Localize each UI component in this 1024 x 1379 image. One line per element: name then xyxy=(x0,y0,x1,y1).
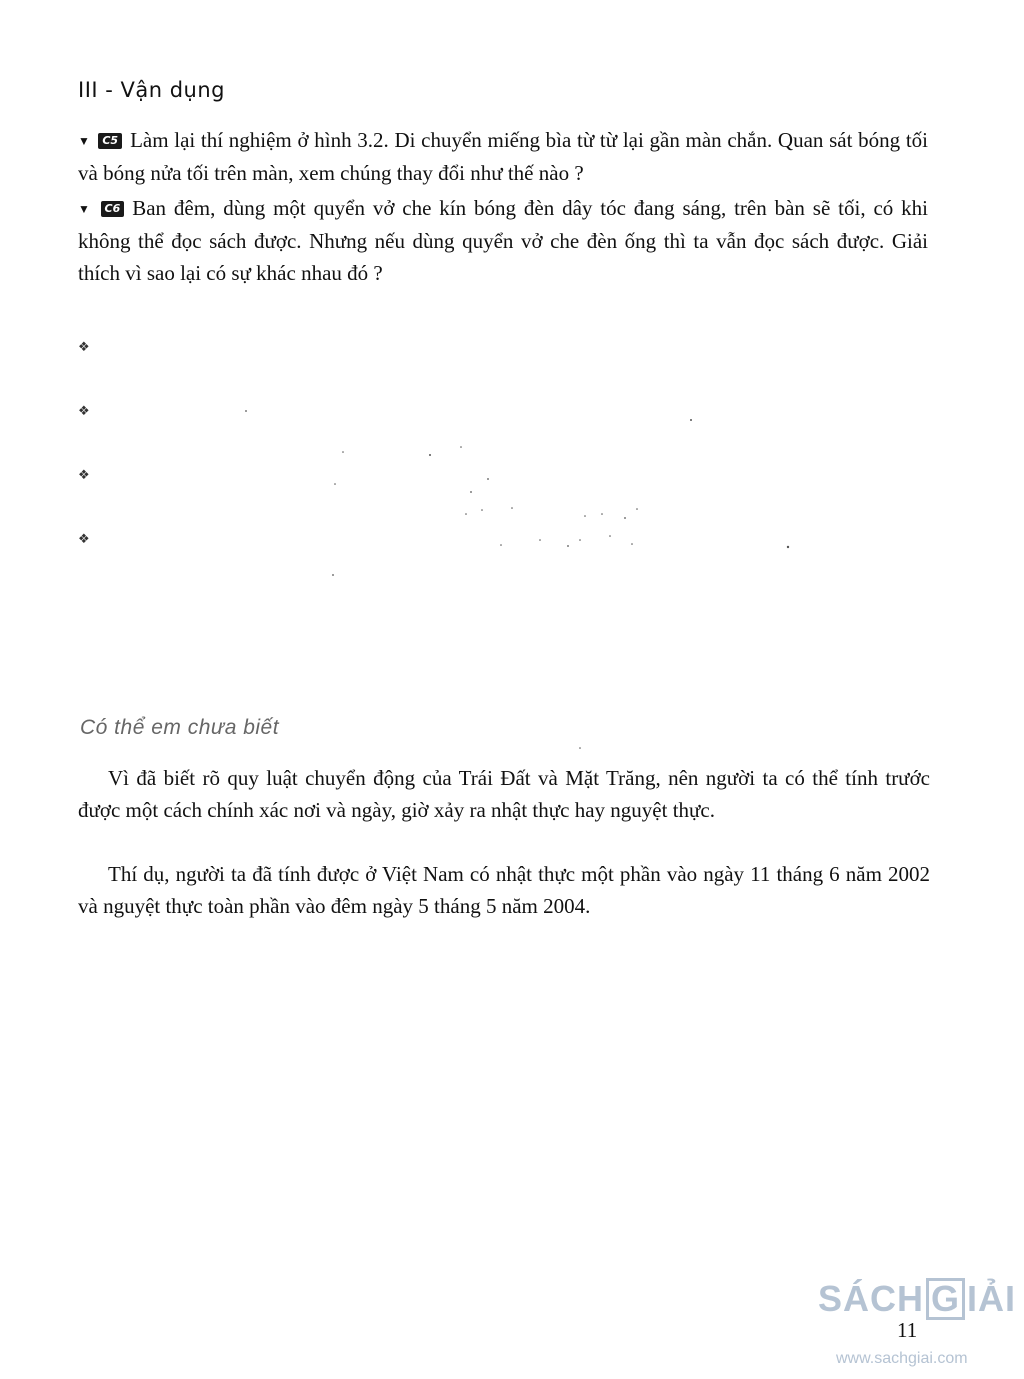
watermark-logo-left: SÁCH xyxy=(818,1278,925,1319)
page-number: 11 xyxy=(897,1318,918,1342)
question-badge-c6: C6 xyxy=(101,201,125,217)
diamond-bullet-icon: ❖ xyxy=(78,532,90,547)
section-heading: III - Vận dụng xyxy=(78,78,226,102)
aside-paragraph: Thí dụ, người ta đã tính được ở Việt Nam có nhật thực một phần vào ngày 11 tháng 6 năm 2002 và nguyệt thực toàn phần vào đêm ngày 5 tháng 5 năm 2004. xyxy=(78,862,930,918)
diamond-bullet-icon: ❖ xyxy=(78,468,90,483)
diamond-bullet-icon: ❖ xyxy=(78,340,90,355)
question-c5-text: Làm lại thí nghiệm ở hình 3.2. Di chuyển miếng bìa từ từ lại gần màn chắn. Quan sát bóng tối và bóng nửa tối trên màn, xem chúng thay đổi như thế nào ? xyxy=(78,128,928,185)
watermark-logo xyxy=(818,1278,1016,1320)
watermark-url: www.sachgiai.com xyxy=(836,1350,968,1367)
watermark-logo-right: IẢI xyxy=(967,1278,1017,1319)
question-badge-c5: C5 xyxy=(98,133,122,149)
triangle-marker-icon: ▼ xyxy=(78,202,93,216)
diamond-bullet-icon: ❖ xyxy=(78,404,90,419)
question-c6-text: Ban đêm, dùng một quyển vở che kín bóng đèn dây tóc đang sáng, trên bàn sẽ tối, có khi không thể đọc sách được. Nhưng nếu dùng quyển vở che đèn ống thì ta vẫn đọc sách được. Giải thích vì sao lại có sự khác nhau đó ? xyxy=(78,196,928,285)
aside-heading: Có thể em chưa biết xyxy=(80,716,280,739)
aside-paragraph: Vì đã biết rõ quy luật chuyển động của Trái Đất và Mặt Trăng, nên người ta có thể tính trước được một cách chính xác nơi và ngày, giờ xảy ra nhật thực hay nguyệt thực. xyxy=(78,766,930,822)
watermark-logo-g: G xyxy=(926,1278,965,1320)
triangle-marker-icon: ▼ xyxy=(78,134,91,148)
